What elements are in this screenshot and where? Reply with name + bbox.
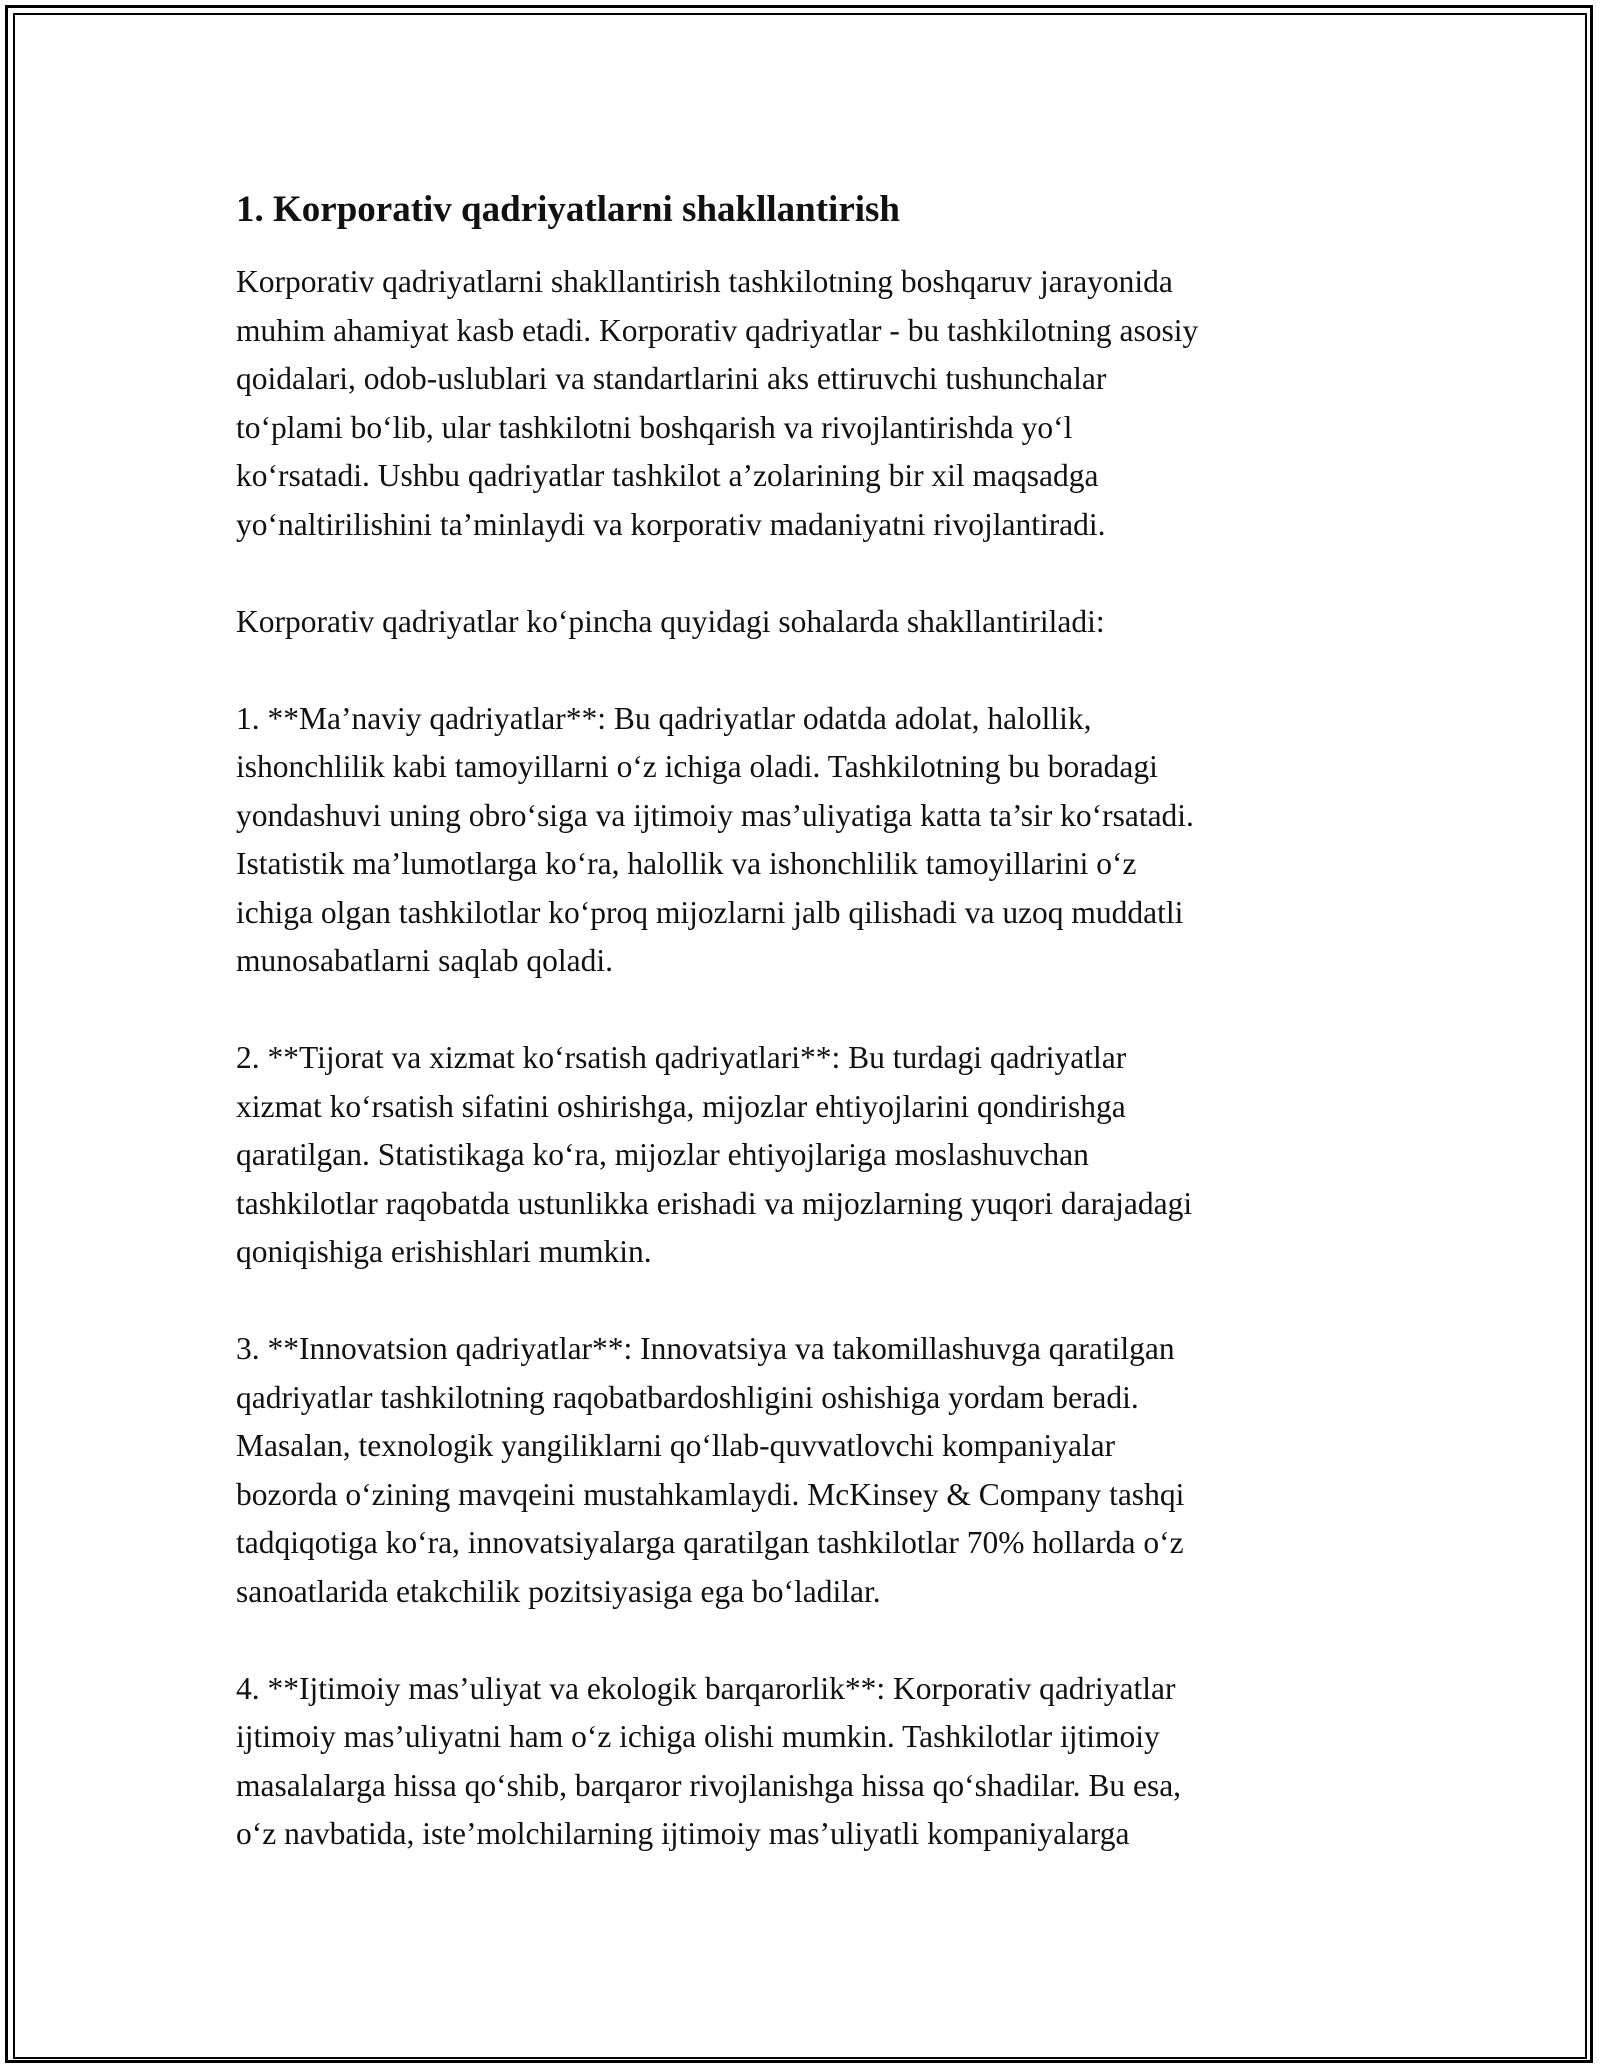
list-item-moral-values: 1. **Ma’naviy qadriyatlar**: Bu qadriyatlar odatda adolat, halollik, ishonchlilik kabi tamoyillarni o‘z ichiga oladi. Tashkilotning bu boradagi yondashuvi uning obro‘siga va ijtimoiy mas’uliyatiga katta ta’sir ko‘rsatadi. Istatistik ma’lumotlarga ko‘ra, halollik va ishonchlilik tamoyillarini o‘z ichiga olgan tashkilotlar ko‘proq mijozlarni jalb qilishadi va uzoq muddatli munosabatlarni saqlab qoladi. bbox=[236, 700, 1194, 978]
intro-paragraph: Korporativ qadriyatlarni shakllantirish tashkilotning boshqaruv jarayonida muhim ahamiyat kasb etadi. Korporativ qadriyatlar - bu tashkilotning asosiy qoidalari, odob-uslublari va standartlarini aks ettiruvchi tushunchalar to‘plami bo‘lib, ular tashkilotni boshqarish va rivojlantirishda yo‘l ko‘rsatadi. Ushbu qadriyatlar tashkilot a’zolarining bir xil maqsadga yo‘naltirilishini ta’minlaydi va korporativ madaniyatni rivojlantiradi. bbox=[236, 264, 1199, 542]
section-heading: 1. Korporativ qadriyatlarni shakllantirish bbox=[236, 189, 901, 230]
list-item-innovation-values: 3. **Innovatsion qadriyatlar**: Innovatsiya va takomillashuvga qaratilgan qadriyatlar tashkilotning raqobatbardoshligini oshishiga yordam beradi. Masalan, texnologik yangiliklarni qo‘llab-quvvatlovchi kompaniyalar bozorda o‘zining mavqeini mustahkamlaydi. McKinsey & Company tashqi tadqiqotiga ko‘ra, innovatsiyalarga qaratilgan tashkilotlar 70% hollarda o‘z sanoatlarida etakchilik pozitsiyasiga ega bo‘ladilar. bbox=[236, 1331, 1185, 1609]
list-item-social-responsibility: 4. **Ijtimoiy mas’uliyat va ekologik barqarorlik**: Korporativ qadriyatlar ijtimoiy mas’uliyatni ham o‘z ichiga olishi mumkin. Tashkilotlar ijtimoiy masalalarga hissa qo‘shib, barqaror rivojlanishga hissa qo‘shadilar. Bu esa, o‘z navbatida, iste’molchilarning ijtimoiy mas’uliyatli kompaniyalarga bbox=[236, 1670, 1182, 1851]
document-body bbox=[236, 186, 1386, 1859]
list-item-commercial-values: 2. **Tijorat va xizmat ko‘rsatish qadriyatlari**: Bu turdagi qadriyatlar xizmat ko‘rsatish sifatini oshirishga, mijozlar ehtiyojlarini qondirishga qaratilgan. Statistikaga ko‘ra, mijozlar ehtiyojlariga moslashuvchan tashkilotlar raqobatda ustunlikka erishadi va mijozlarning yuqori darajadagi qoniqishiga erishishlari mumkin. bbox=[236, 1040, 1193, 1269]
list-intro-paragraph: Korporativ qadriyatlar ko‘pincha quyidagi sohalarda shakllantiriladi: bbox=[236, 603, 1105, 639]
